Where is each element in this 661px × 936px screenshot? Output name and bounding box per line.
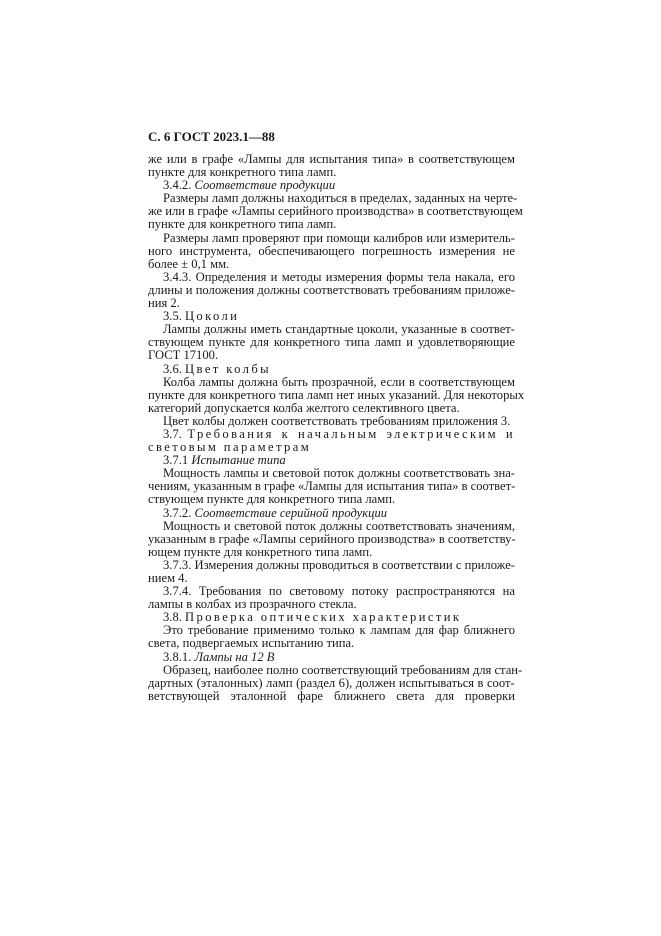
line-text: дартных (эталонных) ламп (раздел 6), должен испытываться в соот-	[148, 675, 515, 690]
line-text: Образец, наиболее полно соответствующий требованиям для стан-	[163, 662, 523, 677]
line-text: категорий допускается колба желтого селективного цвета.	[148, 400, 460, 415]
section-heading: Проверка оптических характеристик	[185, 610, 462, 625]
line-text: чениям, указанным в графе «Лампы для испытания типа» в соответ-	[148, 479, 516, 494]
line-text: нием 4.	[148, 571, 188, 585]
line-text: 3.7.4. Требования по световому потоку распространяются на	[163, 584, 515, 599]
line-text: Размеры ламп должны находиться в пределах, заданных на черте-	[163, 191, 518, 206]
line-text: ющем пункте для конкретного типа ламп.	[148, 544, 373, 559]
section-heading: Требования к начальным электрическим и	[187, 426, 515, 441]
line-text: ния 2.	[148, 296, 180, 311]
line-text: же или в графе «Лампы серийного производства» в соответствующем	[148, 204, 523, 219]
line-text: длины и положения должны соответствовать требованиям приложе-	[148, 282, 515, 297]
line-text: 3.7.2.	[163, 505, 192, 520]
line-text: более ± 0,1 мм.	[148, 256, 230, 271]
subsection-heading: Соответствие продукции	[194, 178, 336, 193]
line-text: Это требование применимо только к лампам для фар ближнего	[163, 623, 515, 638]
line-content	[148, 690, 515, 703]
text-line	[148, 284, 515, 297]
line-text: указанным в графе «Лампы серийного производства» в соответству-	[148, 531, 516, 546]
line-text: 3.6.	[163, 361, 182, 376]
line-text: ГОСТ 17100.	[148, 348, 219, 363]
line-text: Цвет колбы должен соответствовать требованиям приложения 3.	[163, 413, 511, 428]
document-body	[148, 152, 525, 703]
line-text: 3.4.3. Определения и методы измерения формы тела накала, его	[163, 269, 515, 284]
line-text: 3.5.	[163, 309, 182, 324]
line-text: же или в графе «Лампы для испытания типа» в соответствующем	[148, 152, 515, 166]
line-text: Мощность и световой поток должны соответствовать значениям,	[163, 518, 515, 533]
subsection-heading: Лампы на 12 В	[194, 649, 275, 664]
line-text: Колба лампы должна быть прозрачной, если в соответствующем	[163, 374, 515, 389]
line-text: 3.7.3. Измерения должны проводиться в соответствии с приложе-	[163, 557, 515, 572]
line-text: пункте для конкретного типа ламп.	[148, 165, 337, 180]
line-text: пункте для конкретного типа ламп.	[148, 217, 337, 232]
line-text: Мощность лампы и световой поток должны соответствовать зна-	[163, 466, 515, 481]
line-text: ствующем пункте для конкретного типа ламп и удовлетворяющие	[148, 335, 515, 350]
section-heading: Цоколи	[185, 309, 240, 324]
line-content	[163, 559, 515, 572]
line-text: света, подвергаемых испытанию типа.	[148, 636, 355, 651]
line-text: 3.8.1.	[163, 649, 192, 664]
text-line	[148, 559, 515, 572]
line-text: Размеры ламп проверяют при помощи калибров или измеритель-	[163, 230, 515, 245]
line-text: 3.7.	[163, 426, 182, 441]
line-text: ствующем пункте для конкретного типа ламп.	[148, 492, 396, 507]
line-text: ного инструмента, обеспечивающего погрешность измерения не	[148, 243, 515, 258]
line-text: ветствующей эталонной фаре ближнего света для проверки	[148, 688, 515, 703]
subsection-heading: Испытание типа	[191, 453, 286, 468]
section-heading: световым параметрам	[148, 440, 312, 455]
line-text: пункте для конкретного типа ламп нет иных указаний. Для некоторых	[148, 387, 525, 402]
line-text: 3.4.2.	[163, 178, 192, 193]
line-text: 3.7.1	[163, 453, 189, 468]
section-heading: Цвет колбы	[185, 361, 272, 376]
page-header: С. 6 ГОСТ 2023.1—88	[148, 129, 275, 144]
subsection-heading: Соответствие серийной продукции	[194, 505, 388, 520]
line-text: лампы в колбах из прозрачного стекла.	[148, 597, 357, 612]
line-text: Лампы должны иметь стандартные цоколи, указанные в соответ-	[163, 322, 515, 337]
text-line	[148, 690, 515, 703]
line-text: 3.8.	[163, 610, 182, 625]
line-content	[148, 284, 515, 297]
